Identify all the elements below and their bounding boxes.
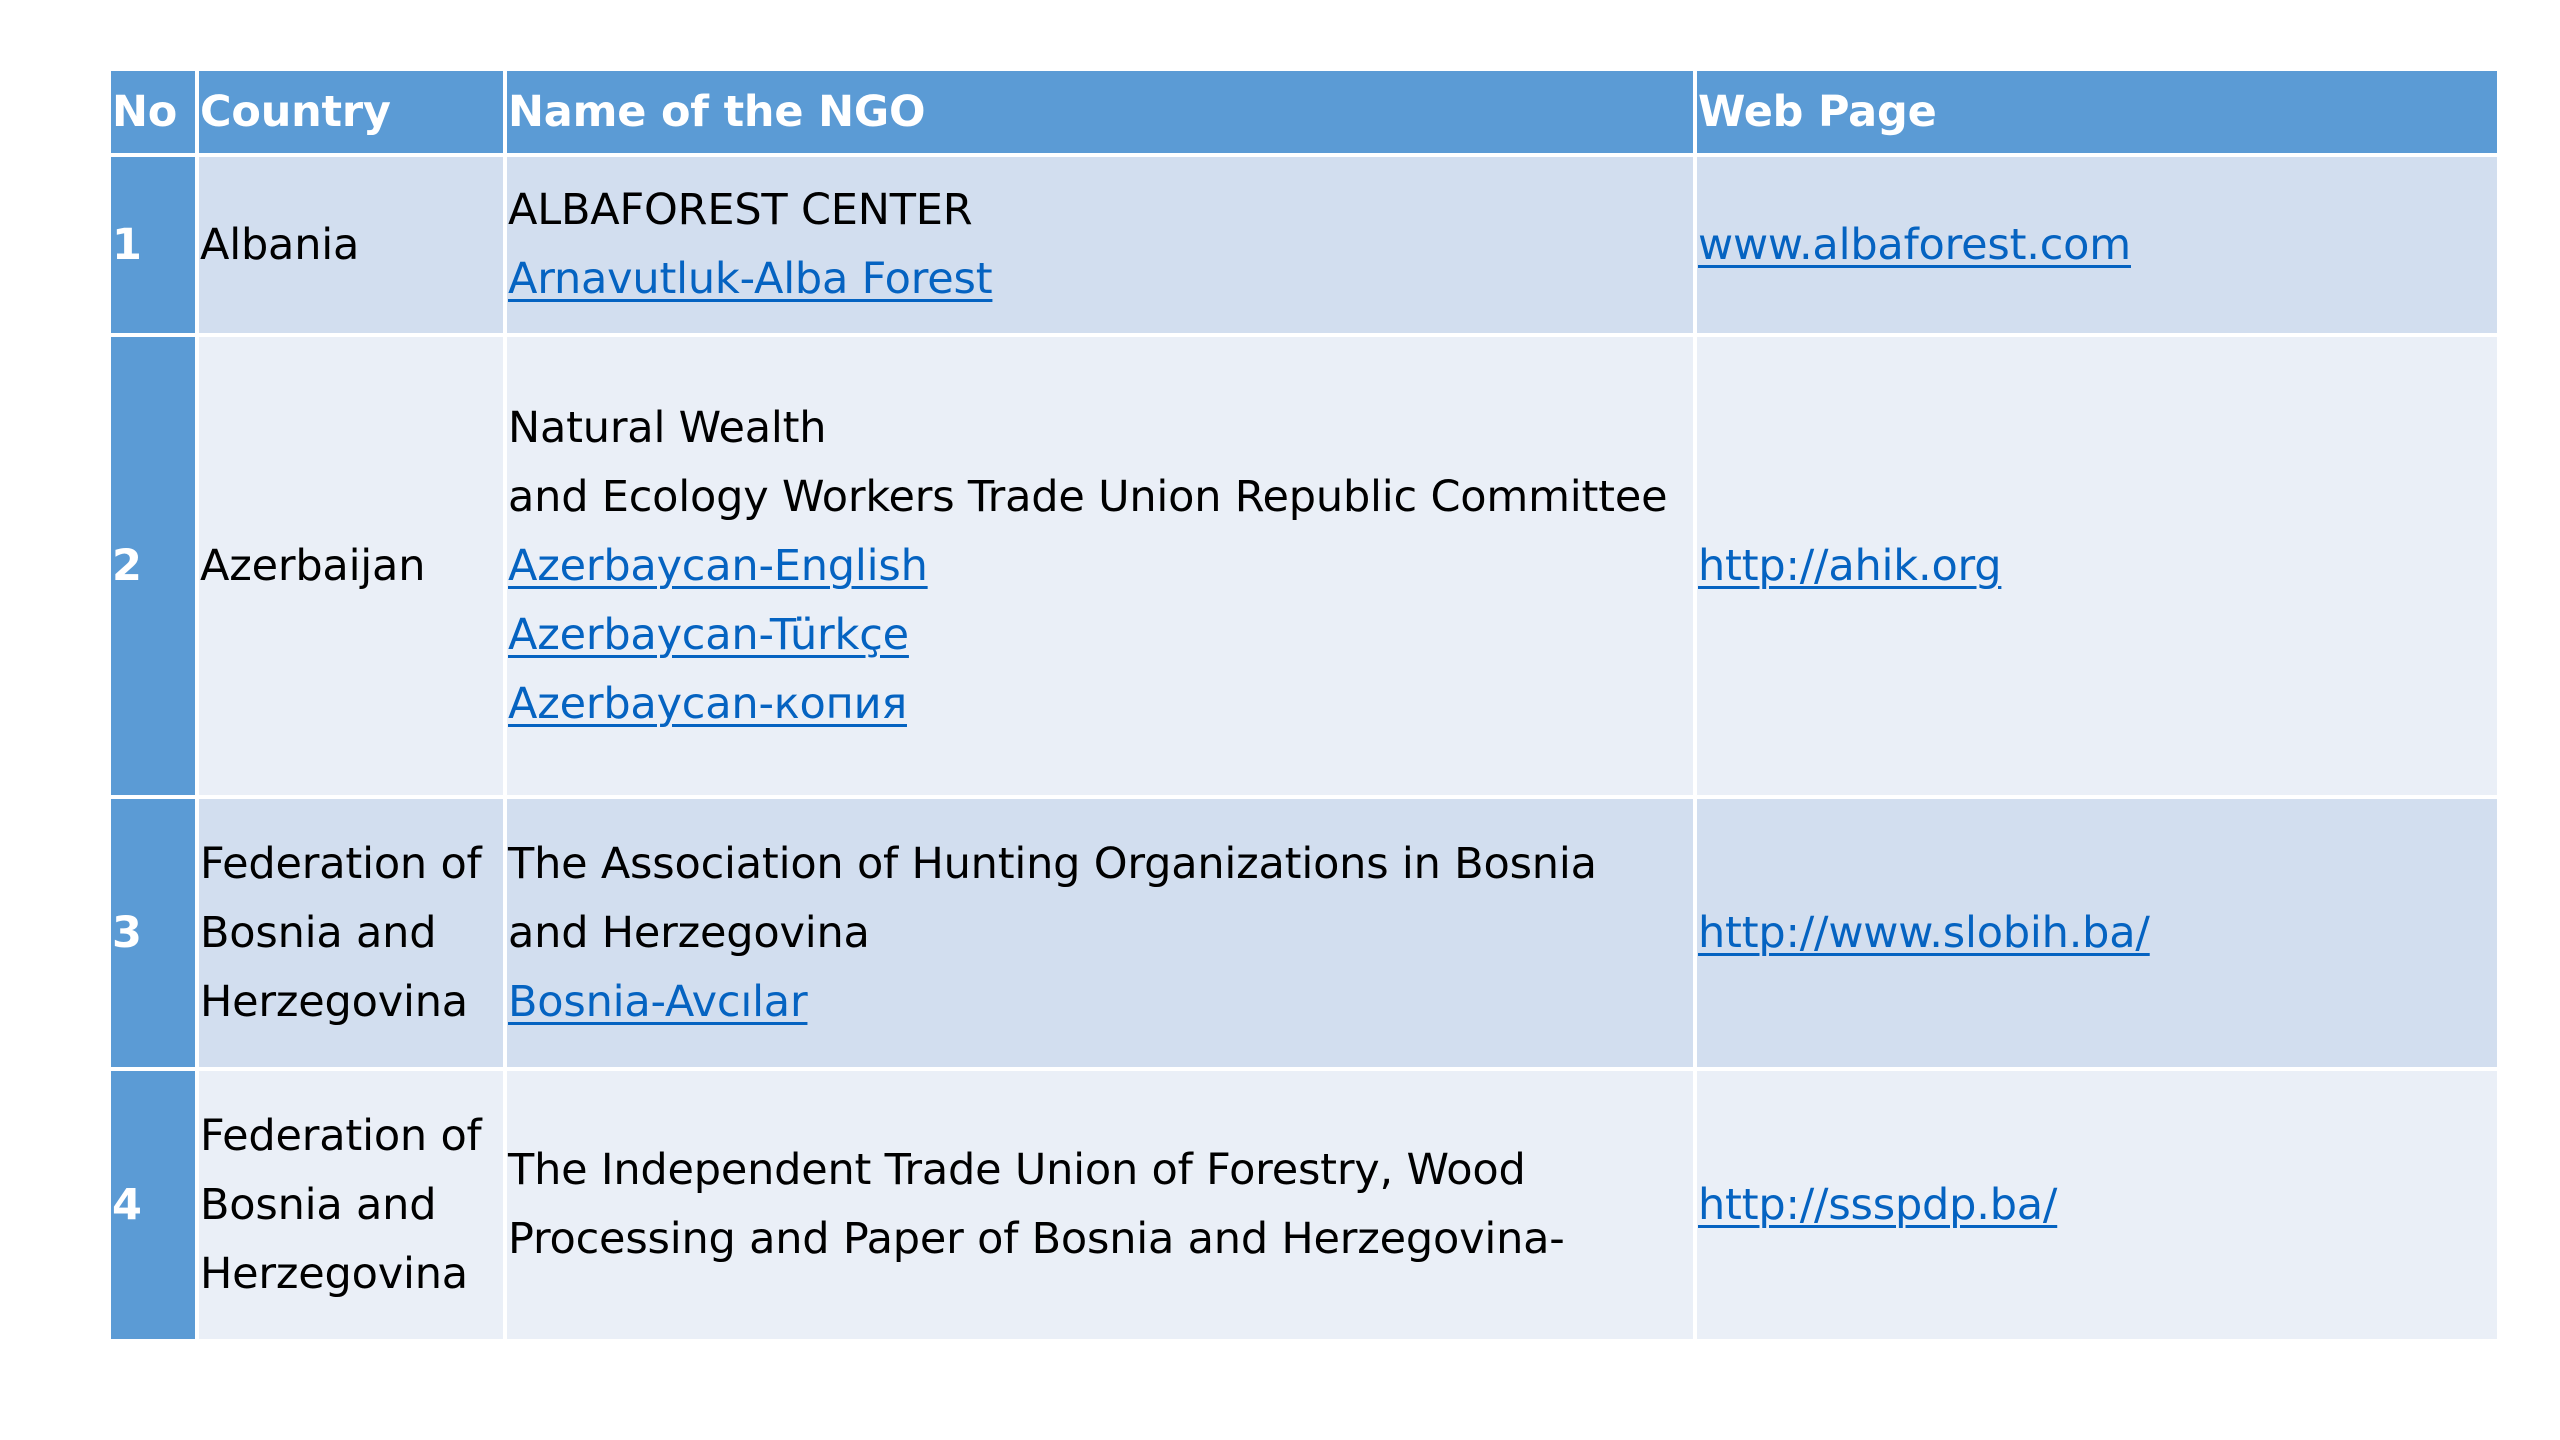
header-ngo-name: Name of the NGO <box>505 69 1695 155</box>
web-page-link[interactable]: www.albaforest.com <box>1698 219 2131 270</box>
table-row <box>109 155 2499 335</box>
web-page-cell <box>1695 797 2499 1069</box>
country-cell <box>197 335 505 797</box>
country-line: Herzegovina <box>200 976 468 1027</box>
web-page-cell <box>1695 155 2499 335</box>
ngo-name-cell <box>505 155 1695 335</box>
web-page-link[interactable]: http://ssspdp.ba/ <box>1698 1179 2058 1230</box>
ngo-name-line: Natural Wealth <box>508 402 827 453</box>
web-page-link[interactable]: http://ahik.org <box>1698 540 2002 591</box>
country-line: Azerbaijan <box>200 540 426 591</box>
country-line: Federation of <box>200 838 482 889</box>
country-line: Bosnia and <box>200 907 437 958</box>
country-line: Federation of <box>200 1110 482 1161</box>
ngo-name-cell <box>505 1069 1695 1341</box>
table-row <box>109 797 2499 1069</box>
ngo-link[interactable]: Bosnia-Avcılar <box>508 976 808 1027</box>
ngo-name-line: and Ecology Workers Trade Union Republic Committee <box>508 471 1668 522</box>
header-web-page: Web Page <box>1695 69 2499 155</box>
country-cell <box>197 155 505 335</box>
row-number: 1 <box>109 155 197 335</box>
row-number: 3 <box>109 797 197 1069</box>
country-cell <box>197 1069 505 1341</box>
row-number: 2 <box>109 335 197 797</box>
table-row <box>109 1069 2499 1341</box>
web-page-cell <box>1695 335 2499 797</box>
ngo-table <box>107 67 2501 1343</box>
header-row <box>109 69 2499 155</box>
ngo-name-line: Processing and Paper of Bosnia and Herzegovina- <box>508 1214 1565 1264</box>
web-page-cell <box>1695 1069 2499 1341</box>
ngo-name-line: The Independent Trade Union of Forestry, Wood <box>508 1145 1526 1195</box>
ngo-name-cell <box>505 797 1695 1069</box>
ngo-link[interactable]: Arnavutluk-Alba Forest <box>508 254 993 304</box>
header-no: No <box>109 69 197 155</box>
ngo-link[interactable]: Azerbaycan-Türkçe <box>508 609 909 660</box>
header-country: Country <box>197 69 505 155</box>
row-number: 4 <box>109 1069 197 1341</box>
ngo-name-line: The Association of Hunting Organizations in Bosnia <box>508 838 1597 889</box>
web-page-link[interactable]: http://www.slobih.ba/ <box>1698 907 2150 958</box>
ngo-link[interactable]: Azerbaycan-копия <box>508 678 907 729</box>
table-row <box>109 335 2499 797</box>
country-cell <box>197 797 505 1069</box>
country-line: Bosnia and <box>200 1179 437 1230</box>
country-line: Albania <box>200 219 360 270</box>
ngo-name-line: ALBAFOREST CENTER <box>508 185 973 235</box>
country-line: Herzegovina <box>200 1248 468 1299</box>
ngo-name-line: and Herzegovina <box>508 907 870 958</box>
ngo-name-cell <box>505 335 1695 797</box>
ngo-link[interactable]: Azerbaycan-English <box>508 540 928 591</box>
